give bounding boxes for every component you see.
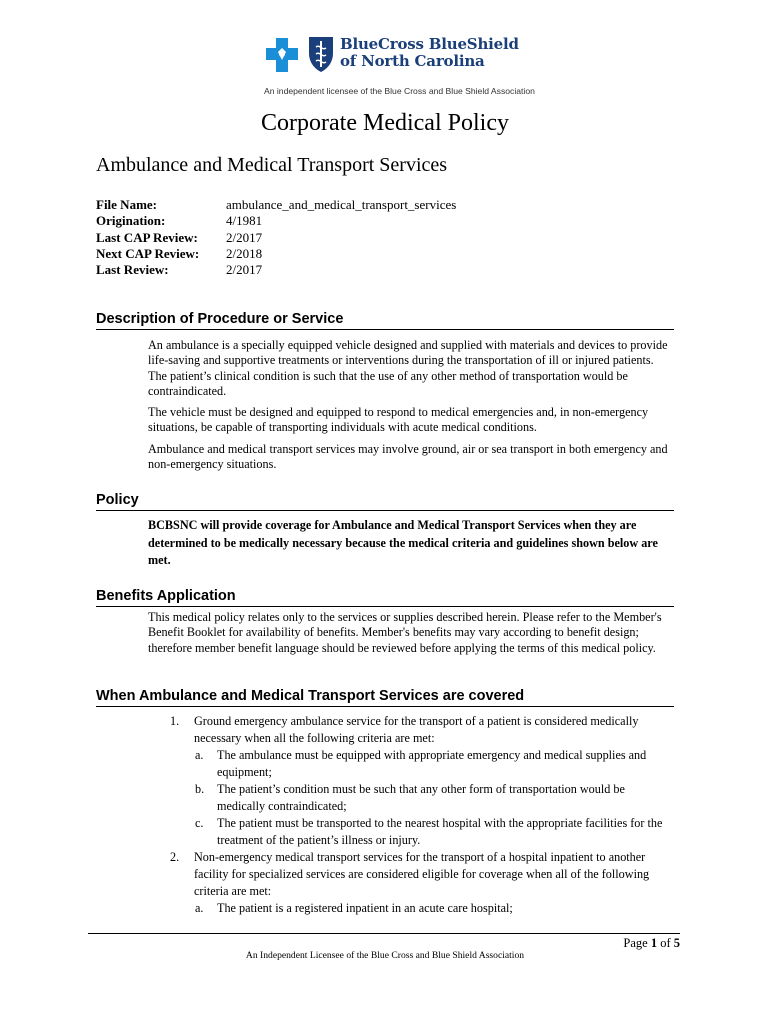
sub-list-item <box>148 900 674 917</box>
document-title: Corporate Medical Policy <box>261 110 509 136</box>
description-body <box>148 338 674 478</box>
sub-list-item <box>148 781 674 815</box>
meta-label: Last Review: <box>96 262 169 278</box>
list-item <box>148 849 674 900</box>
benefits-text: This medical policy relates only to the services or supplies described herein. Please refer to the Member's Benefit Booklet for availability of benefits. Member's benefits may vary according to benefit design; therefore member benefit language should be reviewed before applying the terms of this medical policy. <box>148 610 662 655</box>
list-number: 1. <box>170 714 180 728</box>
sub-list-text: The patient’s condition must be such that any other form of transportation would be medically contraindicated; <box>217 782 625 813</box>
sub-list-text: The patient must be transported to the nearest hospital with the appropriate facilities for the treatment of the patient’s illness or injury. <box>217 816 663 847</box>
meta-label: Origination: <box>96 213 166 229</box>
policy-statement: BCBSNC will provide coverage for Ambulance and Medical Transport Services when they are determined to be medically necessary because the medical criteria and guidelines shown below are met. <box>148 518 658 567</box>
meta-value: 2/2018 <box>226 245 263 261</box>
sub-list-text: The ambulance must be equipped with appropriate emergency and medical supplies and equipment; <box>217 748 647 779</box>
meta-row-last-review <box>96 262 456 278</box>
description-paragraph: Ambulance and medical transport services may involve ground, air or sea transport in both emergency and non-emergency situations. <box>148 441 668 472</box>
sub-list-item <box>148 747 674 781</box>
blue-shield-icon <box>306 34 336 74</box>
meta-label: Next CAP Review: <box>96 245 200 261</box>
total-pages: 5 <box>673 936 680 950</box>
footer-licensee-text: An Independent Licensee of the Blue Cross and Blue Shield Association <box>245 950 525 961</box>
list-item <box>148 713 674 747</box>
meta-row-origination <box>96 213 456 229</box>
sub-list-letter: a. <box>195 901 204 915</box>
description-paragraph: An ambulance is a specially equipped vehicle designed and supplied with materials and devices to provide life-saving and supportive treatments or interventions during the transportation of ill or injured patients. The patient’s clinical condition is such that the use of any other method of transportation would be contraindicated. <box>148 338 668 398</box>
footer-divider <box>88 933 680 934</box>
bcbsnc-logo <box>264 32 535 98</box>
policy-metadata <box>96 197 456 278</box>
sub-list-letter: c. <box>195 816 204 830</box>
meta-row-file-name <box>96 197 456 213</box>
sub-list-item <box>148 815 674 849</box>
meta-value: 2/2017 <box>226 229 263 245</box>
sub-list-text: The patient is a registered inpatient in an acute care hospital; <box>217 901 513 915</box>
meta-value: ambulance_and_medical_transport_services <box>226 197 457 212</box>
covered-criteria-list <box>148 713 674 917</box>
section-heading-covered: When Ambulance and Medical Transport Services are covered <box>96 688 674 707</box>
page-of: of <box>657 936 674 950</box>
logo-line1: BlueCross BlueShield <box>340 35 519 53</box>
description-paragraph: The vehicle must be designed and equipped to respond to medical emergencies and, in non-emergency situations, be capable of transporting individuals with acute medical conditions. <box>148 405 649 435</box>
meta-label: File Name: <box>96 197 158 212</box>
meta-row-next-cap-review <box>96 246 456 262</box>
page-number <box>590 936 680 951</box>
sub-list-letter: a. <box>195 748 204 762</box>
section-heading-description: Description of Procedure or Service <box>96 311 674 330</box>
section-heading-benefits: Benefits Application <box>96 588 674 607</box>
section-heading-policy: Policy <box>96 492 674 511</box>
meta-label: Last CAP Review: <box>96 229 198 245</box>
list-number: 2. <box>170 850 180 864</box>
logo-tagline: An independent licensee of the Blue Cross and Blue Shield Association <box>264 86 535 96</box>
sub-list-letter: b. <box>195 782 205 796</box>
policy-title: Ambulance and Medical Transport Services <box>96 154 448 176</box>
list-text: Non-emergency medical transport services for the transport of a hospital inpatient to another facility for specialized services are considered eligible for coverage when all of the following criteria are met: <box>194 850 650 898</box>
meta-value: 2/2017 <box>226 262 263 278</box>
meta-row-last-cap-review <box>96 230 456 246</box>
meta-value: 4/1981 <box>226 213 263 229</box>
list-text: Ground emergency ambulance service for the transport of a patient is considered medically necessary when all the following criteria are met: <box>194 714 639 745</box>
blue-cross-icon <box>264 36 300 74</box>
current-page: 1 <box>650 936 658 950</box>
page-prefix: Page <box>623 936 651 950</box>
logo-line2: of North Carolina <box>340 52 485 70</box>
